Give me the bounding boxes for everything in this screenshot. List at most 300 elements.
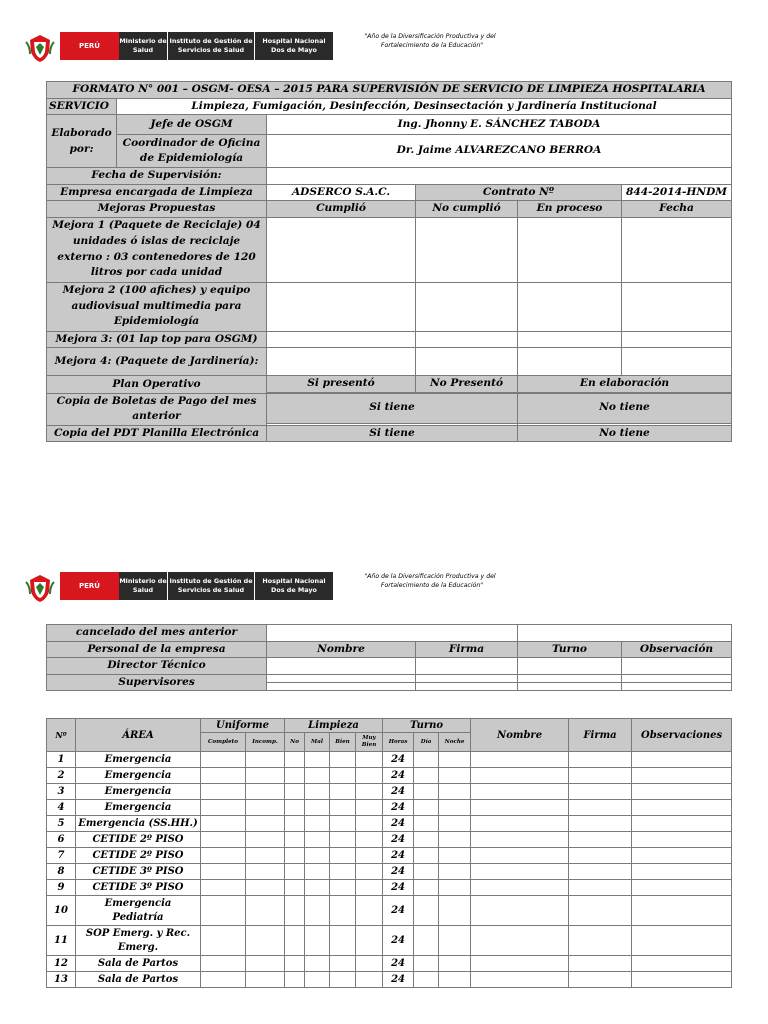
row-limpieza-muy-bien[interactable] [356, 896, 383, 926]
row-observaciones[interactable] [632, 752, 732, 768]
row-limpieza-bien[interactable] [330, 832, 356, 848]
areas-table [46, 718, 732, 988]
row-uniforme-completo[interactable] [201, 880, 246, 896]
col-firma: Firma [569, 719, 632, 752]
col-observaciones: Observaciones [632, 719, 732, 752]
row-limpieza-no[interactable] [285, 956, 305, 972]
row-limpieza-bien[interactable] [330, 848, 356, 864]
row-turno-noche[interactable] [439, 896, 471, 926]
row-observaciones[interactable] [632, 816, 732, 832]
row-uniforme-completo[interactable] [201, 832, 246, 848]
personal-table [46, 624, 732, 691]
row-limpieza-bien[interactable] [330, 800, 356, 816]
mejora-4-en-proceso[interactable] [518, 348, 622, 376]
sub-horas: Horas [383, 733, 414, 752]
table-row [47, 864, 732, 880]
row-observaciones[interactable] [632, 926, 732, 956]
row-firma[interactable] [569, 848, 632, 864]
table-row [47, 800, 732, 816]
row-horas: 24 [383, 864, 414, 880]
mejora-3-en-proceso[interactable] [518, 331, 622, 348]
row-limpieza-bien[interactable] [330, 880, 356, 896]
row-horas: 24 [383, 848, 414, 864]
row-observaciones[interactable] [632, 956, 732, 972]
col-firma: Firma [416, 641, 518, 658]
row-turno-dia[interactable] [414, 956, 439, 972]
row-limpieza-muy-bien[interactable] [356, 768, 383, 784]
mejora-3-no-cumplio[interactable] [416, 331, 518, 348]
director-turno[interactable] [518, 658, 622, 675]
row-area: Emergencia [76, 752, 201, 768]
row-observaciones[interactable] [632, 768, 732, 784]
sub-bien: Bien [330, 733, 356, 752]
coordinador-label: Coordinador de Oficina de Epidemiología [117, 135, 267, 168]
motto [340, 572, 520, 591]
row-turno-dia[interactable] [414, 832, 439, 848]
row-area: CETIDE 2º PISO [76, 832, 201, 848]
row-number: 3 [47, 784, 76, 800]
plan-en-elaboracion: En elaboración [518, 376, 732, 393]
sub-muy-bien: Muy Bien [356, 733, 383, 752]
row-limpieza-mal[interactable] [305, 768, 330, 784]
servicio-label: SERVICIO [47, 98, 117, 115]
col-cumplio: Cumplió [267, 201, 416, 218]
row-firma[interactable] [569, 832, 632, 848]
mejora-3-fecha[interactable] [622, 331, 732, 348]
row-turno-dia[interactable] [414, 752, 439, 768]
peru-coat-of-arms-icon [24, 32, 56, 64]
row-limpieza-bien[interactable] [330, 864, 356, 880]
row-limpieza-muy-bien[interactable] [356, 752, 383, 768]
row-limpieza-muy-bien[interactable] [356, 926, 383, 956]
row-area: CETIDE 3º PISO [76, 880, 201, 896]
row-observaciones[interactable] [632, 784, 732, 800]
row-nombre[interactable] [471, 880, 569, 896]
sub-noche: Noche [439, 733, 471, 752]
table-row [47, 926, 732, 956]
pdt-label: Copia del PDT Planilla Electrónica [47, 425, 267, 442]
row-area: Emergencia Pediatría [76, 896, 201, 926]
form-title: FORMATO N° 001 – OSGM- OESA – 2015 PARA SUPERVISIÓN DE SERVICIO DE LIMPIEZA HOSPITALARIA [47, 82, 732, 99]
row-number: 9 [47, 880, 76, 896]
director-firma[interactable] [416, 658, 518, 675]
sub-completo: Completo [201, 733, 246, 752]
row-turno-dia[interactable] [414, 784, 439, 800]
row-uniforme-completo[interactable] [201, 864, 246, 880]
row-turno-dia[interactable] [414, 896, 439, 926]
motto-line2: Fortalecimiento de la Educación" [380, 42, 484, 50]
institute-label: Instituto de Gestión de Servicios de Salud [168, 572, 254, 600]
row-turno-noche[interactable] [439, 832, 471, 848]
row-limpieza-no[interactable] [285, 896, 305, 926]
row-uniforme-completo[interactable] [201, 848, 246, 864]
row-limpieza-no[interactable] [285, 784, 305, 800]
row-horas: 24 [383, 784, 414, 800]
row-limpieza-muy-bien[interactable] [356, 956, 383, 972]
row-firma[interactable] [569, 816, 632, 832]
row-horas: 24 [383, 926, 414, 956]
row-turno-noche[interactable] [439, 848, 471, 864]
page-header [24, 30, 496, 66]
row-limpieza-mal[interactable] [305, 832, 330, 848]
hospital-label: Hospital Nacional Dos de Mayo [255, 572, 333, 600]
row-uniforme-completo[interactable] [201, 816, 246, 832]
row-turno-noche[interactable] [439, 768, 471, 784]
row-limpieza-bien[interactable] [330, 816, 356, 832]
supervisor-2-nombre[interactable] [267, 682, 416, 690]
row-limpieza-mal[interactable] [305, 956, 330, 972]
row-nombre[interactable] [471, 784, 569, 800]
row-limpieza-muy-bien[interactable] [356, 972, 383, 988]
row-turno-noche[interactable] [439, 956, 471, 972]
row-limpieza-bien[interactable] [330, 768, 356, 784]
ministry-label: Ministerio de Salud [119, 572, 167, 600]
row-firma[interactable] [569, 896, 632, 926]
ministry-label: Ministerio de Salud [119, 32, 167, 60]
row-uniforme-incompleto[interactable] [246, 752, 285, 768]
col-mejoras: Mejoras Propuestas [47, 201, 267, 218]
row-nombre[interactable] [471, 832, 569, 848]
table-row [47, 972, 732, 988]
row-horas: 24 [383, 972, 414, 988]
row-limpieza-mal[interactable] [305, 848, 330, 864]
col-no-cumplio: No cumplió [416, 201, 518, 218]
mejora-1-fecha[interactable] [622, 217, 732, 282]
boletas-si-tiene: Si tiene [267, 393, 518, 423]
empresa-label: Empresa encargada de Limpieza [47, 184, 267, 201]
row-uniforme-completo[interactable] [201, 896, 246, 926]
row-limpieza-muy-bien[interactable] [356, 832, 383, 848]
row-uniforme-incompleto[interactable] [246, 784, 285, 800]
col-uniforme: Uniforme [201, 719, 285, 733]
row-number: 8 [47, 864, 76, 880]
servicio-value: Limpieza, Fumigación, Desinfección, Desinsectación y Jardinería Institucional [117, 98, 732, 115]
row-turno-dia[interactable] [414, 768, 439, 784]
boletas-no-tiene: No tiene [518, 393, 732, 423]
row-limpieza-bien[interactable] [330, 956, 356, 972]
row-nombre[interactable] [471, 752, 569, 768]
table-row [47, 896, 732, 926]
row-turno-noche[interactable] [439, 864, 471, 880]
col-area: ÁREA [76, 719, 201, 752]
pdt-no-tiene: No tiene [518, 425, 732, 442]
col-turno: Turno [383, 719, 471, 733]
row-observaciones[interactable] [632, 896, 732, 926]
row-uniforme-incompleto[interactable] [246, 864, 285, 880]
table-row [47, 880, 732, 896]
col-limpieza: Limpieza [285, 719, 383, 733]
col-fecha: Fecha [622, 201, 732, 218]
row-horas: 24 [383, 880, 414, 896]
row-uniforme-completo[interactable] [201, 752, 246, 768]
row-area: Sala de Partos [76, 972, 201, 988]
mejora-1: Mejora 1 (Paquete de Reciclaje) 04 unidades ó islas de reciclaje externo : 03 contenedores de 120 litros por cada unidad [47, 217, 267, 282]
peru-coat-of-arms-icon [24, 572, 56, 604]
country-badge: PERÚ [60, 32, 119, 60]
row-turno-noche[interactable] [439, 926, 471, 956]
row-nombre[interactable] [471, 972, 569, 988]
row-number: 5 [47, 816, 76, 832]
row-limpieza-muy-bien[interactable] [356, 880, 383, 896]
row-limpieza-mal[interactable] [305, 972, 330, 988]
row-number: 1 [47, 752, 76, 768]
institute-label: Instituto de Gestión de Servicios de Salud [168, 32, 254, 60]
fecha-value[interactable] [267, 168, 732, 185]
row-nombre[interactable] [471, 864, 569, 880]
row-area: Emergencia [76, 768, 201, 784]
row-firma[interactable] [569, 972, 632, 988]
row-number: 6 [47, 832, 76, 848]
row-limpieza-muy-bien[interactable] [356, 848, 383, 864]
mejora-2-cumplio[interactable] [267, 282, 416, 331]
row-nombre[interactable] [471, 896, 569, 926]
pdt-si-tiene: Si tiene [267, 425, 518, 442]
row-turno-dia[interactable] [414, 848, 439, 864]
row-area: Emergencia [76, 784, 201, 800]
empresa-value: ADSERCO S.A.C. [267, 184, 416, 201]
mejora-4-no-cumplio[interactable] [416, 348, 518, 376]
row-observaciones[interactable] [632, 832, 732, 848]
row-horas: 24 [383, 896, 414, 926]
mejora-4: Mejora 4: (Paquete de Jardinería): [47, 348, 267, 376]
row-firma[interactable] [569, 956, 632, 972]
row-observaciones[interactable] [632, 972, 732, 988]
plan-operativo-label: Plan Operativo [47, 376, 267, 394]
row-nombre[interactable] [471, 956, 569, 972]
table-row [47, 816, 732, 832]
row-horas: 24 [383, 832, 414, 848]
boletas-label: Copia de Boletas de Pago del mes anterior [47, 393, 267, 425]
supervision-form-table [46, 81, 732, 442]
mejora-2-en-proceso[interactable] [518, 282, 622, 331]
row-nombre[interactable] [471, 816, 569, 832]
row-limpieza-muy-bien[interactable] [356, 800, 383, 816]
supervisor-1-observacion[interactable] [622, 674, 732, 682]
row-uniforme-incompleto[interactable] [246, 816, 285, 832]
contrato-value: 844-2014-HNDM [622, 184, 732, 201]
plan-si-presento: Si presentó [267, 376, 416, 393]
row-turno-dia[interactable] [414, 864, 439, 880]
row-uniforme-incompleto[interactable] [246, 800, 285, 816]
director-nombre[interactable] [267, 658, 416, 675]
row-limpieza-bien[interactable] [330, 752, 356, 768]
row-turno-dia[interactable] [414, 926, 439, 956]
area-rows [47, 752, 732, 988]
fecha-label: Fecha de Supervisión: [47, 168, 267, 185]
row-uniforme-incompleto[interactable] [246, 972, 285, 988]
row-limpieza-bien[interactable] [330, 784, 356, 800]
row-nombre[interactable] [471, 848, 569, 864]
row-horas: 24 [383, 800, 414, 816]
sub-no: No [285, 733, 305, 752]
row-firma[interactable] [569, 926, 632, 956]
row-area: SOP Emerg. y Rec. Emerg. [76, 926, 201, 956]
mejora-2-no-cumplio[interactable] [416, 282, 518, 331]
row-turno-noche[interactable] [439, 752, 471, 768]
row-nombre[interactable] [471, 800, 569, 816]
row-uniforme-incompleto[interactable] [246, 768, 285, 784]
row-firma[interactable] [569, 800, 632, 816]
motto [340, 32, 520, 51]
row-uniforme-completo[interactable] [201, 972, 246, 988]
row-horas: 24 [383, 816, 414, 832]
supervisor-2-observacion[interactable] [622, 682, 732, 690]
row-number: 12 [47, 956, 76, 972]
row-uniforme-completo[interactable] [201, 800, 246, 816]
row-turno-dia[interactable] [414, 800, 439, 816]
motto-line1: "Año de la Diversificación Productiva y del [364, 573, 496, 580]
row-limpieza-no[interactable] [285, 848, 305, 864]
row-firma[interactable] [569, 768, 632, 784]
row-limpieza-mal[interactable] [305, 752, 330, 768]
row-limpieza-bien[interactable] [330, 896, 356, 926]
col-n: Nº [47, 719, 76, 752]
sub-dia: Día [414, 733, 439, 752]
page-header-2 [24, 570, 496, 606]
row-limpieza-no[interactable] [285, 926, 305, 956]
row-horas: 24 [383, 956, 414, 972]
row-observaciones[interactable] [632, 800, 732, 816]
mejora-4-cumplio[interactable] [267, 348, 416, 376]
supervisor-1-firma[interactable] [416, 674, 518, 682]
motto-line2: Fortalecimiento de la Educación" [380, 582, 484, 590]
row-observaciones[interactable] [632, 880, 732, 896]
row-limpieza-no[interactable] [285, 816, 305, 832]
row-area: CETIDE 2º PISO [76, 848, 201, 864]
row-limpieza-no[interactable] [285, 972, 305, 988]
row-nombre[interactable] [471, 768, 569, 784]
mejora-3: Mejora 3: (01 lap top para OSGM) [47, 331, 267, 348]
director-observacion[interactable] [622, 658, 732, 675]
supervisor-2-firma[interactable] [416, 682, 518, 690]
row-nombre[interactable] [471, 926, 569, 956]
row-number: 4 [47, 800, 76, 816]
row-limpieza-mal[interactable] [305, 816, 330, 832]
row-uniforme-completo[interactable] [201, 956, 246, 972]
row-limpieza-mal[interactable] [305, 864, 330, 880]
row-uniforme-incompleto[interactable] [246, 832, 285, 848]
row-firma[interactable] [569, 784, 632, 800]
row-area: CETIDE 3º PISO [76, 864, 201, 880]
row-number: 7 [47, 848, 76, 864]
row-uniforme-incompleto[interactable] [246, 926, 285, 956]
row-uniforme-completo[interactable] [201, 784, 246, 800]
mejora-1-no-cumplio[interactable] [416, 217, 518, 282]
personal-label: Personal de la empresa [47, 641, 267, 658]
row-horas: 24 [383, 752, 414, 768]
supervisor-2-turno[interactable] [518, 682, 622, 690]
row-limpieza-mal[interactable] [305, 800, 330, 816]
col-turno: Turno [518, 641, 622, 658]
table-row [47, 784, 732, 800]
row-limpieza-mal[interactable] [305, 880, 330, 896]
table-row [47, 768, 732, 784]
table-row [47, 752, 732, 768]
row-uniforme-completo[interactable] [201, 768, 246, 784]
cancelado-si[interactable] [267, 625, 518, 642]
motto-line1: "Año de la Diversificación Productiva y del [364, 33, 496, 40]
row-number: 2 [47, 768, 76, 784]
row-limpieza-mal[interactable] [305, 784, 330, 800]
sub-mal: Mal [305, 733, 330, 752]
row-limpieza-mal[interactable] [305, 896, 330, 926]
row-limpieza-no[interactable] [285, 800, 305, 816]
row-firma[interactable] [569, 752, 632, 768]
director-label: Director Técnico [47, 658, 267, 675]
row-observaciones[interactable] [632, 848, 732, 864]
supervisor-1-turno[interactable] [518, 674, 622, 682]
row-limpieza-muy-bien[interactable] [356, 784, 383, 800]
row-uniforme-incompleto[interactable] [246, 880, 285, 896]
mejora-1-en-proceso[interactable] [518, 217, 622, 282]
row-turno-noche[interactable] [439, 972, 471, 988]
jefe-value: Ing. Jhonny E. SÁNCHEZ TABODA [267, 115, 732, 135]
row-limpieza-no[interactable] [285, 832, 305, 848]
mejora-2-fecha[interactable] [622, 282, 732, 331]
table-row [47, 848, 732, 864]
col-nombre: Nombre [267, 641, 416, 658]
row-limpieza-muy-bien[interactable] [356, 816, 383, 832]
row-turno-dia[interactable] [414, 880, 439, 896]
sub-incompleto: Incomp. [246, 733, 285, 752]
row-firma[interactable] [569, 864, 632, 880]
row-uniforme-incompleto[interactable] [246, 896, 285, 926]
contrato-label: Contrato Nº [416, 184, 622, 201]
supervisor-1-nombre[interactable] [267, 674, 416, 682]
row-limpieza-bien[interactable] [330, 972, 356, 988]
row-limpieza-no[interactable] [285, 880, 305, 896]
mejora-1-cumplio[interactable] [267, 217, 416, 282]
col-nombre: Nombre [471, 719, 569, 752]
row-observaciones[interactable] [632, 864, 732, 880]
mejora-4-fecha[interactable] [622, 348, 732, 376]
row-area: Emergencia (SS.HH.) [76, 816, 201, 832]
row-number: 13 [47, 972, 76, 988]
row-firma[interactable] [569, 880, 632, 896]
row-limpieza-bien[interactable] [330, 926, 356, 956]
coordinador-value: Dr. Jaime ALVAREZCANO BERROA [267, 135, 732, 168]
cancelado-no[interactable] [518, 625, 732, 642]
row-turno-noche[interactable] [439, 880, 471, 896]
row-area: Emergencia [76, 800, 201, 816]
row-uniforme-completo[interactable] [201, 926, 246, 956]
row-turno-noche[interactable] [439, 784, 471, 800]
row-turno-noche[interactable] [439, 816, 471, 832]
table-row [47, 832, 732, 848]
row-limpieza-no[interactable] [285, 768, 305, 784]
mejora-3-cumplio[interactable] [267, 331, 416, 348]
row-horas: 24 [383, 768, 414, 784]
elaborado-label: Elaborado por: [47, 115, 117, 168]
col-en-proceso: En proceso [518, 201, 622, 218]
row-limpieza-no[interactable] [285, 752, 305, 768]
row-uniforme-incompleto[interactable] [246, 848, 285, 864]
jefe-label: Jefe de OSGM [117, 115, 267, 135]
row-number: 10 [47, 896, 76, 926]
row-limpieza-mal[interactable] [305, 926, 330, 956]
hospital-label: Hospital Nacional Dos de Mayo [255, 32, 333, 60]
row-turno-dia[interactable] [414, 972, 439, 988]
row-uniforme-incompleto[interactable] [246, 956, 285, 972]
row-limpieza-no[interactable] [285, 864, 305, 880]
col-observacion: Observación [622, 641, 732, 658]
row-turno-dia[interactable] [414, 816, 439, 832]
table-row [47, 956, 732, 972]
country-badge: PERÚ [60, 572, 119, 600]
row-turno-noche[interactable] [439, 800, 471, 816]
cancelado-label: cancelado del mes anterior [47, 625, 267, 642]
row-limpieza-muy-bien[interactable] [356, 864, 383, 880]
